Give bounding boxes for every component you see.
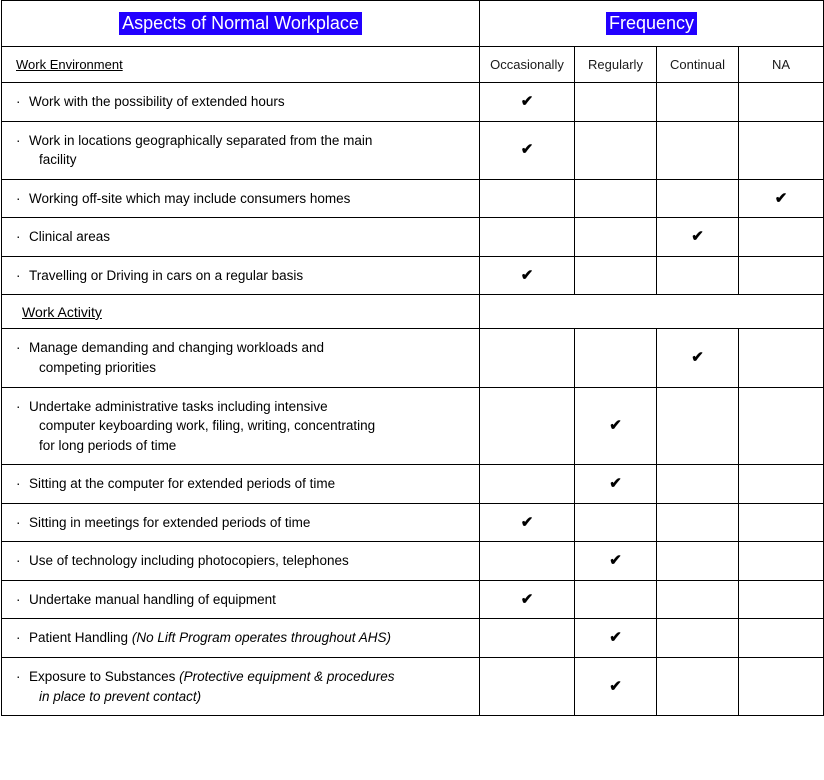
bullet-icon: ·	[16, 94, 21, 109]
bullet-icon: ·	[16, 553, 21, 569]
cell-occasionally[interactable]	[480, 387, 575, 465]
aspects-title-highlighted: Aspects of Normal Workplace	[119, 12, 362, 36]
cell-continual[interactable]	[657, 387, 739, 465]
header-cell-aspects	[2, 1, 480, 47]
cell-occasionally[interactable]	[480, 503, 575, 542]
cell-na[interactable]	[739, 387, 824, 465]
tick-icon: ✔	[609, 629, 622, 647]
table-row	[2, 121, 824, 179]
table-row	[2, 179, 824, 218]
row-text	[29, 131, 466, 170]
cell-continual[interactable]	[657, 619, 739, 658]
section-heading-cell	[2, 295, 480, 329]
tick-icon: ✔	[520, 590, 534, 608]
cell-occasionally[interactable]	[480, 658, 575, 716]
row-text-line2: computer keyboarding work, filing, writing, concentrating	[39, 418, 376, 434]
cell-na[interactable]	[739, 329, 824, 387]
column-header-row	[2, 47, 824, 83]
cell-continual[interactable]	[657, 580, 739, 619]
cell-occasionally[interactable]	[480, 83, 575, 122]
section-heading-work-activity: Work Activity	[22, 303, 102, 320]
row-text-italic: (No Lift Program operates throughout AHS)	[131, 630, 391, 646]
bullet-icon: ·	[16, 229, 21, 245]
cell-regularly[interactable]	[575, 218, 657, 257]
table-row	[2, 83, 824, 122]
cell-occasionally[interactable]	[480, 256, 575, 295]
bullet-icon: ·	[16, 514, 21, 530]
cell-na[interactable]	[739, 658, 824, 716]
cell-na[interactable]	[739, 503, 824, 542]
cell-na[interactable]	[739, 121, 824, 179]
tick-icon: ✔	[691, 228, 704, 246]
bullet-icon: ·	[16, 591, 21, 607]
cell-na[interactable]	[739, 179, 824, 218]
cell-occasionally[interactable]	[480, 179, 575, 218]
cell-regularly[interactable]	[575, 580, 657, 619]
cell-occasionally[interactable]	[480, 329, 575, 387]
row-text: Work with the possibility of extended hours	[29, 94, 285, 109]
cell-na[interactable]	[739, 542, 824, 581]
cell-na[interactable]	[739, 580, 824, 619]
cell-continual[interactable]	[657, 179, 739, 218]
cell-na[interactable]	[739, 218, 824, 257]
cell-continual[interactable]	[657, 256, 739, 295]
cell-occasionally[interactable]	[480, 121, 575, 179]
table-row	[2, 503, 824, 542]
cell-regularly[interactable]	[575, 658, 657, 716]
workplace-aspects-table	[1, 0, 824, 716]
row-text-plain: Patient Handling	[29, 630, 132, 646]
cell-continual[interactable]	[657, 329, 739, 387]
row-text: Sitting in meetings for extended periods of time	[29, 514, 311, 530]
bullet-icon: ·	[16, 398, 21, 414]
row-label	[2, 83, 480, 122]
row-text-italic-line2: in place to prevent contact)	[39, 688, 202, 704]
table-row	[2, 387, 824, 465]
cell-continual[interactable]	[657, 121, 739, 179]
tick-icon: ✔	[609, 552, 622, 570]
tick-icon: ✔	[609, 677, 622, 695]
row-text	[29, 338, 466, 377]
table-row	[2, 619, 824, 658]
tick-icon: ✔	[691, 349, 704, 367]
row-label	[2, 503, 480, 542]
row-text: Sitting at the computer for extended periods of time	[29, 476, 336, 492]
table-row	[2, 329, 824, 387]
table-row	[2, 256, 824, 295]
tick-icon: ✔	[520, 93, 534, 110]
table-row	[2, 218, 824, 257]
tick-icon: ✔	[609, 475, 622, 493]
table-row	[2, 542, 824, 581]
row-text: Working off-site which may include consumers homes	[29, 190, 351, 206]
cell-continual[interactable]	[657, 542, 739, 581]
cell-occasionally[interactable]	[480, 465, 575, 504]
row-label	[2, 387, 480, 465]
cell-continual[interactable]	[657, 503, 739, 542]
row-label	[2, 256, 480, 295]
table-row	[2, 465, 824, 504]
row-text-line1: Undertake administrative tasks including intensive	[29, 398, 328, 414]
bullet-icon: ·	[16, 630, 21, 646]
cell-continual[interactable]	[657, 465, 739, 504]
cell-occasionally[interactable]	[480, 218, 575, 257]
row-label	[2, 580, 480, 619]
cell-occasionally[interactable]	[480, 580, 575, 619]
frequency-title-highlighted: Frequency	[606, 12, 697, 36]
column-header-occasionally: Occasionally	[480, 47, 575, 83]
bullet-icon: ·	[16, 267, 21, 283]
cell-regularly[interactable]	[575, 83, 657, 122]
cell-regularly[interactable]	[575, 329, 657, 387]
cell-regularly[interactable]	[575, 619, 657, 658]
row-text-line1: Manage demanding and changing workloads and	[29, 340, 324, 356]
cell-na[interactable]	[739, 619, 824, 658]
bullet-icon: ·	[16, 476, 21, 492]
cell-regularly[interactable]	[575, 121, 657, 179]
row-text: Travelling or Driving in cars on a regular basis	[29, 267, 304, 283]
cell-occasionally[interactable]	[480, 619, 575, 658]
row-text	[29, 397, 466, 456]
cell-regularly[interactable]	[575, 542, 657, 581]
cell-regularly[interactable]	[575, 179, 657, 218]
row-text-line2: competing priorities	[39, 359, 157, 375]
cell-na[interactable]	[739, 465, 824, 504]
row-text-line3: for long periods of time	[39, 437, 177, 453]
tick-icon: ✔	[520, 141, 534, 159]
bullet-icon: ·	[16, 669, 21, 684]
table-row	[2, 658, 824, 716]
column-header-continual: Continual	[657, 47, 739, 83]
tick-icon: ✔	[520, 513, 534, 531]
cell-na[interactable]	[739, 83, 824, 122]
section-row-work-activity	[2, 295, 824, 329]
section-empty-cell	[480, 295, 824, 329]
cell-regularly[interactable]	[575, 256, 657, 295]
cell-continual[interactable]	[657, 83, 739, 122]
cell-regularly[interactable]	[575, 465, 657, 504]
table-header-row	[2, 1, 824, 47]
section-heading-work-environment: Work Environment	[2, 47, 480, 83]
row-text: Clinical areas	[29, 229, 111, 245]
row-label	[2, 658, 480, 716]
bullet-icon: ·	[16, 340, 21, 356]
column-header-na: NA	[739, 47, 824, 83]
tick-icon: ✔	[609, 417, 622, 435]
row-label	[2, 465, 480, 504]
table-row	[2, 580, 824, 619]
row-label	[2, 218, 480, 257]
row-text-italic: (Protective equipment & procedures	[179, 669, 395, 684]
tick-icon: ✔	[774, 189, 788, 207]
row-text-line1: Work in locations geographically separated from the main	[29, 132, 373, 148]
cell-regularly[interactable]	[575, 503, 657, 542]
column-header-regularly: Regularly	[575, 47, 657, 83]
cell-na[interactable]	[739, 256, 824, 295]
tick-icon: ✔	[520, 266, 534, 284]
bullet-icon: ·	[16, 132, 21, 148]
row-text-plain: Exposure to Substances	[29, 669, 180, 684]
row-label	[2, 121, 480, 179]
row-label	[2, 542, 480, 581]
row-text	[29, 628, 466, 648]
cell-continual[interactable]	[657, 658, 739, 716]
cell-regularly[interactable]	[575, 387, 657, 465]
bullet-icon: ·	[16, 190, 21, 206]
row-text: Use of technology including photocopiers, telephones	[29, 553, 349, 569]
header-cell-frequency	[480, 1, 824, 47]
row-label	[2, 329, 480, 387]
row-label	[2, 179, 480, 218]
cell-occasionally[interactable]	[480, 542, 575, 581]
row-text-line2: facility	[39, 152, 77, 168]
cell-continual[interactable]	[657, 218, 739, 257]
row-label	[2, 619, 480, 658]
row-text: Undertake manual handling of equipment	[29, 591, 276, 607]
row-text	[29, 667, 466, 706]
